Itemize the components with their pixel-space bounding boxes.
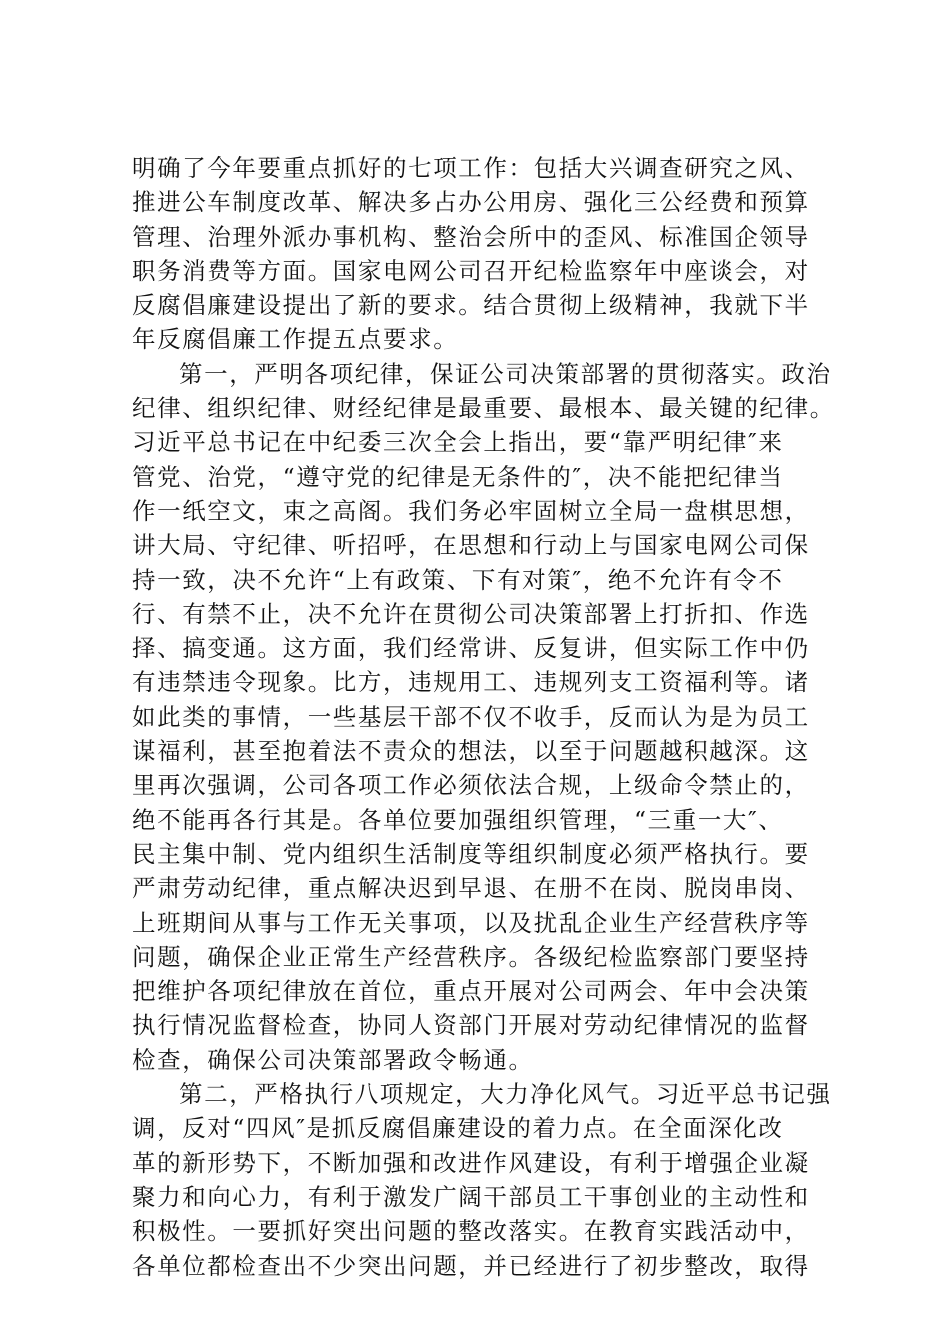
text-line: 聚力和向心力，有利于激发广阔干部员工干事创业的主动性和 — [132, 1182, 810, 1211]
text-line: 第一，严明各项纪律，保证公司决策部署的贯彻落实。政治 — [179, 359, 832, 388]
text-line: 上班期间从事与工作无关事项，以及扰乱企业生产经营秩序等 — [132, 908, 810, 937]
text-line: 检查，确保公司决策部署政令畅通。 — [132, 1045, 534, 1074]
text-line: 习近平总书记在中纪委三次全会上指出，要“靠严明纪律″来 — [132, 428, 784, 457]
text-line: 各单位都检查出不少突出问题，并已经进行了初步整改，取得 — [132, 1251, 810, 1280]
text-line: 谋福利，甚至抱着法不责众的想法，以至于问题越积越深。这 — [132, 737, 810, 766]
text-line: 作一纸空文，束之高阁。我们务必牢固树立全局一盘棋思想， — [132, 496, 810, 525]
text-line: 行、有禁不止，决不允许在贯彻公司决策部署上打折扣、作选 — [132, 599, 810, 628]
text-line: 执行情况监督检查，协同人资部门开展对劳动纪律情况的监督 — [132, 1011, 810, 1040]
text-line: 择、搞变通。这方面，我们经常讲、反复讲，但实际工作中仍 — [132, 634, 810, 663]
document-body — [132, 151, 835, 1283]
text-line: 革的新形势下，不断加强和改进作风建设，有利于增强企业凝 — [132, 1148, 810, 1177]
text-line: 问题，确保企业正常生产经营秩序。各级纪检监察部门要坚持 — [132, 942, 810, 971]
text-line: 明确了今年要重点抓好的七项工作：包括大兴调查研究之风、 — [132, 154, 810, 182]
text-line: 持一致，决不允许“上有政策、下有对策″，绝不允许有令不 — [132, 565, 784, 594]
text-line: 民主集中制、党内组织生活制度等组织制度必须严格执行。要 — [132, 839, 810, 868]
text-line: 反腐倡廉建设提出了新的要求。结合贯彻上级精神，我就下半 — [132, 291, 810, 320]
text-line: 第二，严格执行八项规定，大力净化风气。习近平总书记强 — [179, 1080, 832, 1109]
text-line: 积极性。一要抓好突出问题的整改落实。在教育实践活动中， — [132, 1217, 810, 1246]
text-line: 职务消费等方面。国家电网公司召开纪检监察年中座谈会，对 — [132, 256, 810, 285]
text-line: 把维护各项纪律放在首位，重点开展对公司两会、年中会决策 — [132, 977, 810, 1006]
text-line: 绝不能再各行其是。各单位要加强组织管理，“三重一大″、 — [132, 805, 784, 834]
text-line: 如此类的事情，一些基层干部不仅不收手，反而认为是为员工 — [132, 702, 810, 731]
text-line: 推进公车制度改革、解决多占办公用房、强化三公经费和预算 — [132, 188, 810, 217]
paragraph-seven-tasks — [132, 151, 832, 357]
text-line: 管党、治党，“遵守党的纪律是无条件的″，决不能把纪律当 — [132, 462, 784, 491]
text-line: 里再次强调，公司各项工作必须依法合规，上级命令禁止的， — [132, 771, 810, 800]
text-line: 严肃劳动纪律，重点解决迟到早退、在册不在岗、脱岗串岗、 — [132, 874, 810, 903]
text-line: 讲大局、守纪律、听招呼，在思想和行动上与国家电网公司保 — [132, 531, 810, 560]
text-line: 调，反对“四风″是抓反腐倡廉建设的着力点。在全面深化改 — [132, 1114, 784, 1143]
text-line: 管理、治理外派办事机构、整治会所中的歪风、标准国企领导 — [132, 222, 810, 251]
paragraph-second-eight-rules — [132, 1077, 832, 1283]
paragraph-first-discipline — [132, 357, 835, 1077]
text-line: 纪律、组织纪律、财经纪律是最重要、最根本、最关键的纪律。 — [132, 394, 835, 423]
text-line: 年反腐倡廉工作提五点要求。 — [132, 325, 459, 354]
text-line: 有违禁违令现象。比方，违规用工、违规列支工资福利等。诸 — [132, 668, 810, 697]
